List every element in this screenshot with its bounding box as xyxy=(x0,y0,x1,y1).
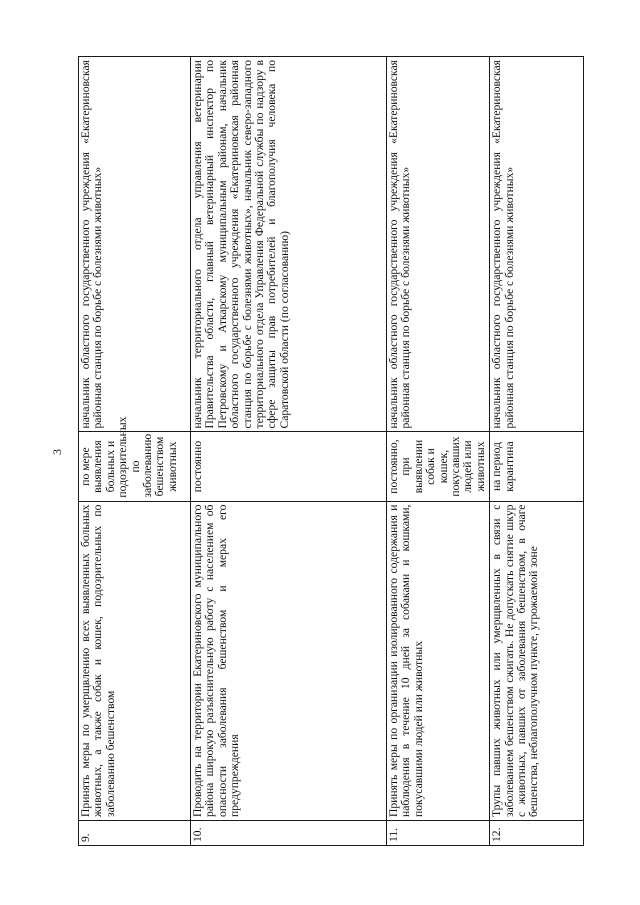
measure-description: Принять меры по организации изолированного содержания и наблюдения в течение 10 дней за собаками и кошками, покусавшими людей или животных xyxy=(387,501,490,820)
table-row xyxy=(387,57,490,846)
responsible-persons: начальник областного государственного учреждения «Екатериновская районная станция по борьбе с болезнями животных» xyxy=(387,57,490,433)
page-number: 3 xyxy=(50,449,64,455)
rotated-table-container xyxy=(78,56,562,846)
row-number: 10. xyxy=(191,820,387,845)
row-number: 9. xyxy=(79,820,191,845)
responsible-persons: начальник областного государственного учреждения «Екатериновская районная станция по борьбе с болезнями животных» xyxy=(79,57,191,433)
execution-term: постоянно xyxy=(191,432,387,501)
row-number: 11. xyxy=(387,820,490,845)
execution-term: по мере выявления больных и подозрительных по заболеванию бешенством животных xyxy=(79,432,191,501)
responsible-persons: начальник территориального отдела управления ветеринарии Правительства области, главный ветеринарный инспектор по Петровскому и Аткарскому муниципальным районам, начальник областного государственного учреждения «Екатериновская районная станция по борьбе с болезнями животных», начальник северо-западного территориального отдела Управления Федеральной службы по надзору в сфере защиты прав потребителей и благополучия человека по Саратовской области (по согласованию) xyxy=(191,57,387,433)
table-row xyxy=(490,57,584,846)
measure-description: Проводить на территории Екатериновского муниципального района широкую разъяснительную работу с населением об опасности заболевания бешенством и мерах его предупреждения xyxy=(191,501,387,820)
measure-description: Принять меры по умерщвлению всех выявленных больных животных, а также собак и кошек, подозрительных по заболеванию бешенством xyxy=(79,501,191,820)
measure-description: Трупы павших животных или умерщвленных в связи с заболеванием бешенством сжигать. Не допускать снятие шкур с животных, павших от заболевания бешенством, в очаге бешенства, неблагополучном пункте, угрожаемой зоне xyxy=(490,501,584,820)
measures-table xyxy=(78,56,584,846)
table-row xyxy=(191,57,387,846)
row-number: 12. xyxy=(490,820,584,845)
responsible-persons: начальник областного государственного учреждения «Екатериновская районная станция по борьбе с болезнями животных» xyxy=(490,57,584,433)
execution-term: на период карантина xyxy=(490,432,584,501)
table-row xyxy=(79,57,191,846)
execution-term: постоянно, при выявлении собак и кошек, покусавших людей или животных xyxy=(387,432,490,501)
